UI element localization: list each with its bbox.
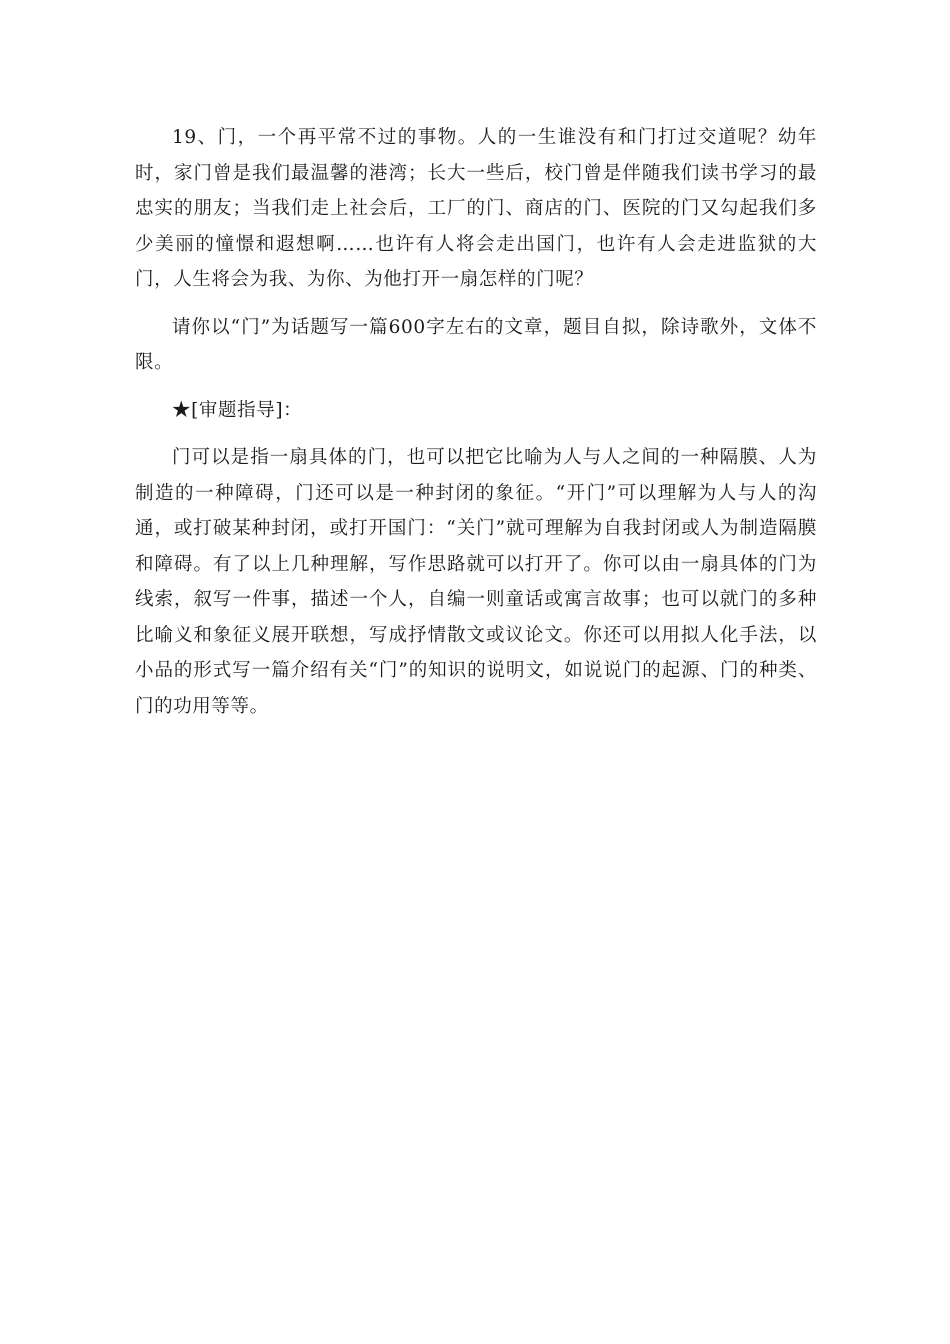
question-paragraph [135,120,817,298]
prompt-paragraph: 请你以“门”为话题写一篇600字左右的文章，题目自拟，除诗歌外，文体不限。 [135,316,817,373]
guide-heading: ★[审题指导]： [172,399,303,421]
question-text: 门，一个再平常不过的事物。人的一生谁没有和门打过交道呢？幼年时，家门曾是我们最温馨的港湾；长大一些后，校门曾是伴随我们读书学习的最忠实的朋友；当我们走上社会后，工厂的门、商店的门、医院的门又勾起我们多少美丽的憧憬和遐想啊……也许有人将会走出国门，也许有人会走进监狱的大门，人生将会为我、为你、为他打开一扇怎样的门呢？ [135,127,817,290]
spacer [135,298,817,310]
guide-paragraph: 门可以是指一扇具体的门，也可以把它比喻为人与人之间的一种隔膜、人为制造的一种障碍，门还可以是一种封闭的象征。“开门”可以理解为人与人的沟通，或打破某种封闭，或打开国门：“关门”就可理解为自我封闭或人为制造隔膜和障碍。有了以上几种理解，写作思路就可以打开了。你可以由一扇具体的门为线索，叙写一件事，描述一个人，自编一则童话或寓言故事；也可以就门的多种比喻义和象征义展开联想，写成抒情散文或议论文。你还可以用拟人化手法，以小品的形式写一篇介绍有关“门”的知识的说明文，如说说门的起源、门的种类、门的功用等等。 [135,447,817,717]
document-body [135,120,817,724]
spacer [135,381,817,393]
spacer [135,428,817,440]
question-number: 19、 [172,127,218,148]
